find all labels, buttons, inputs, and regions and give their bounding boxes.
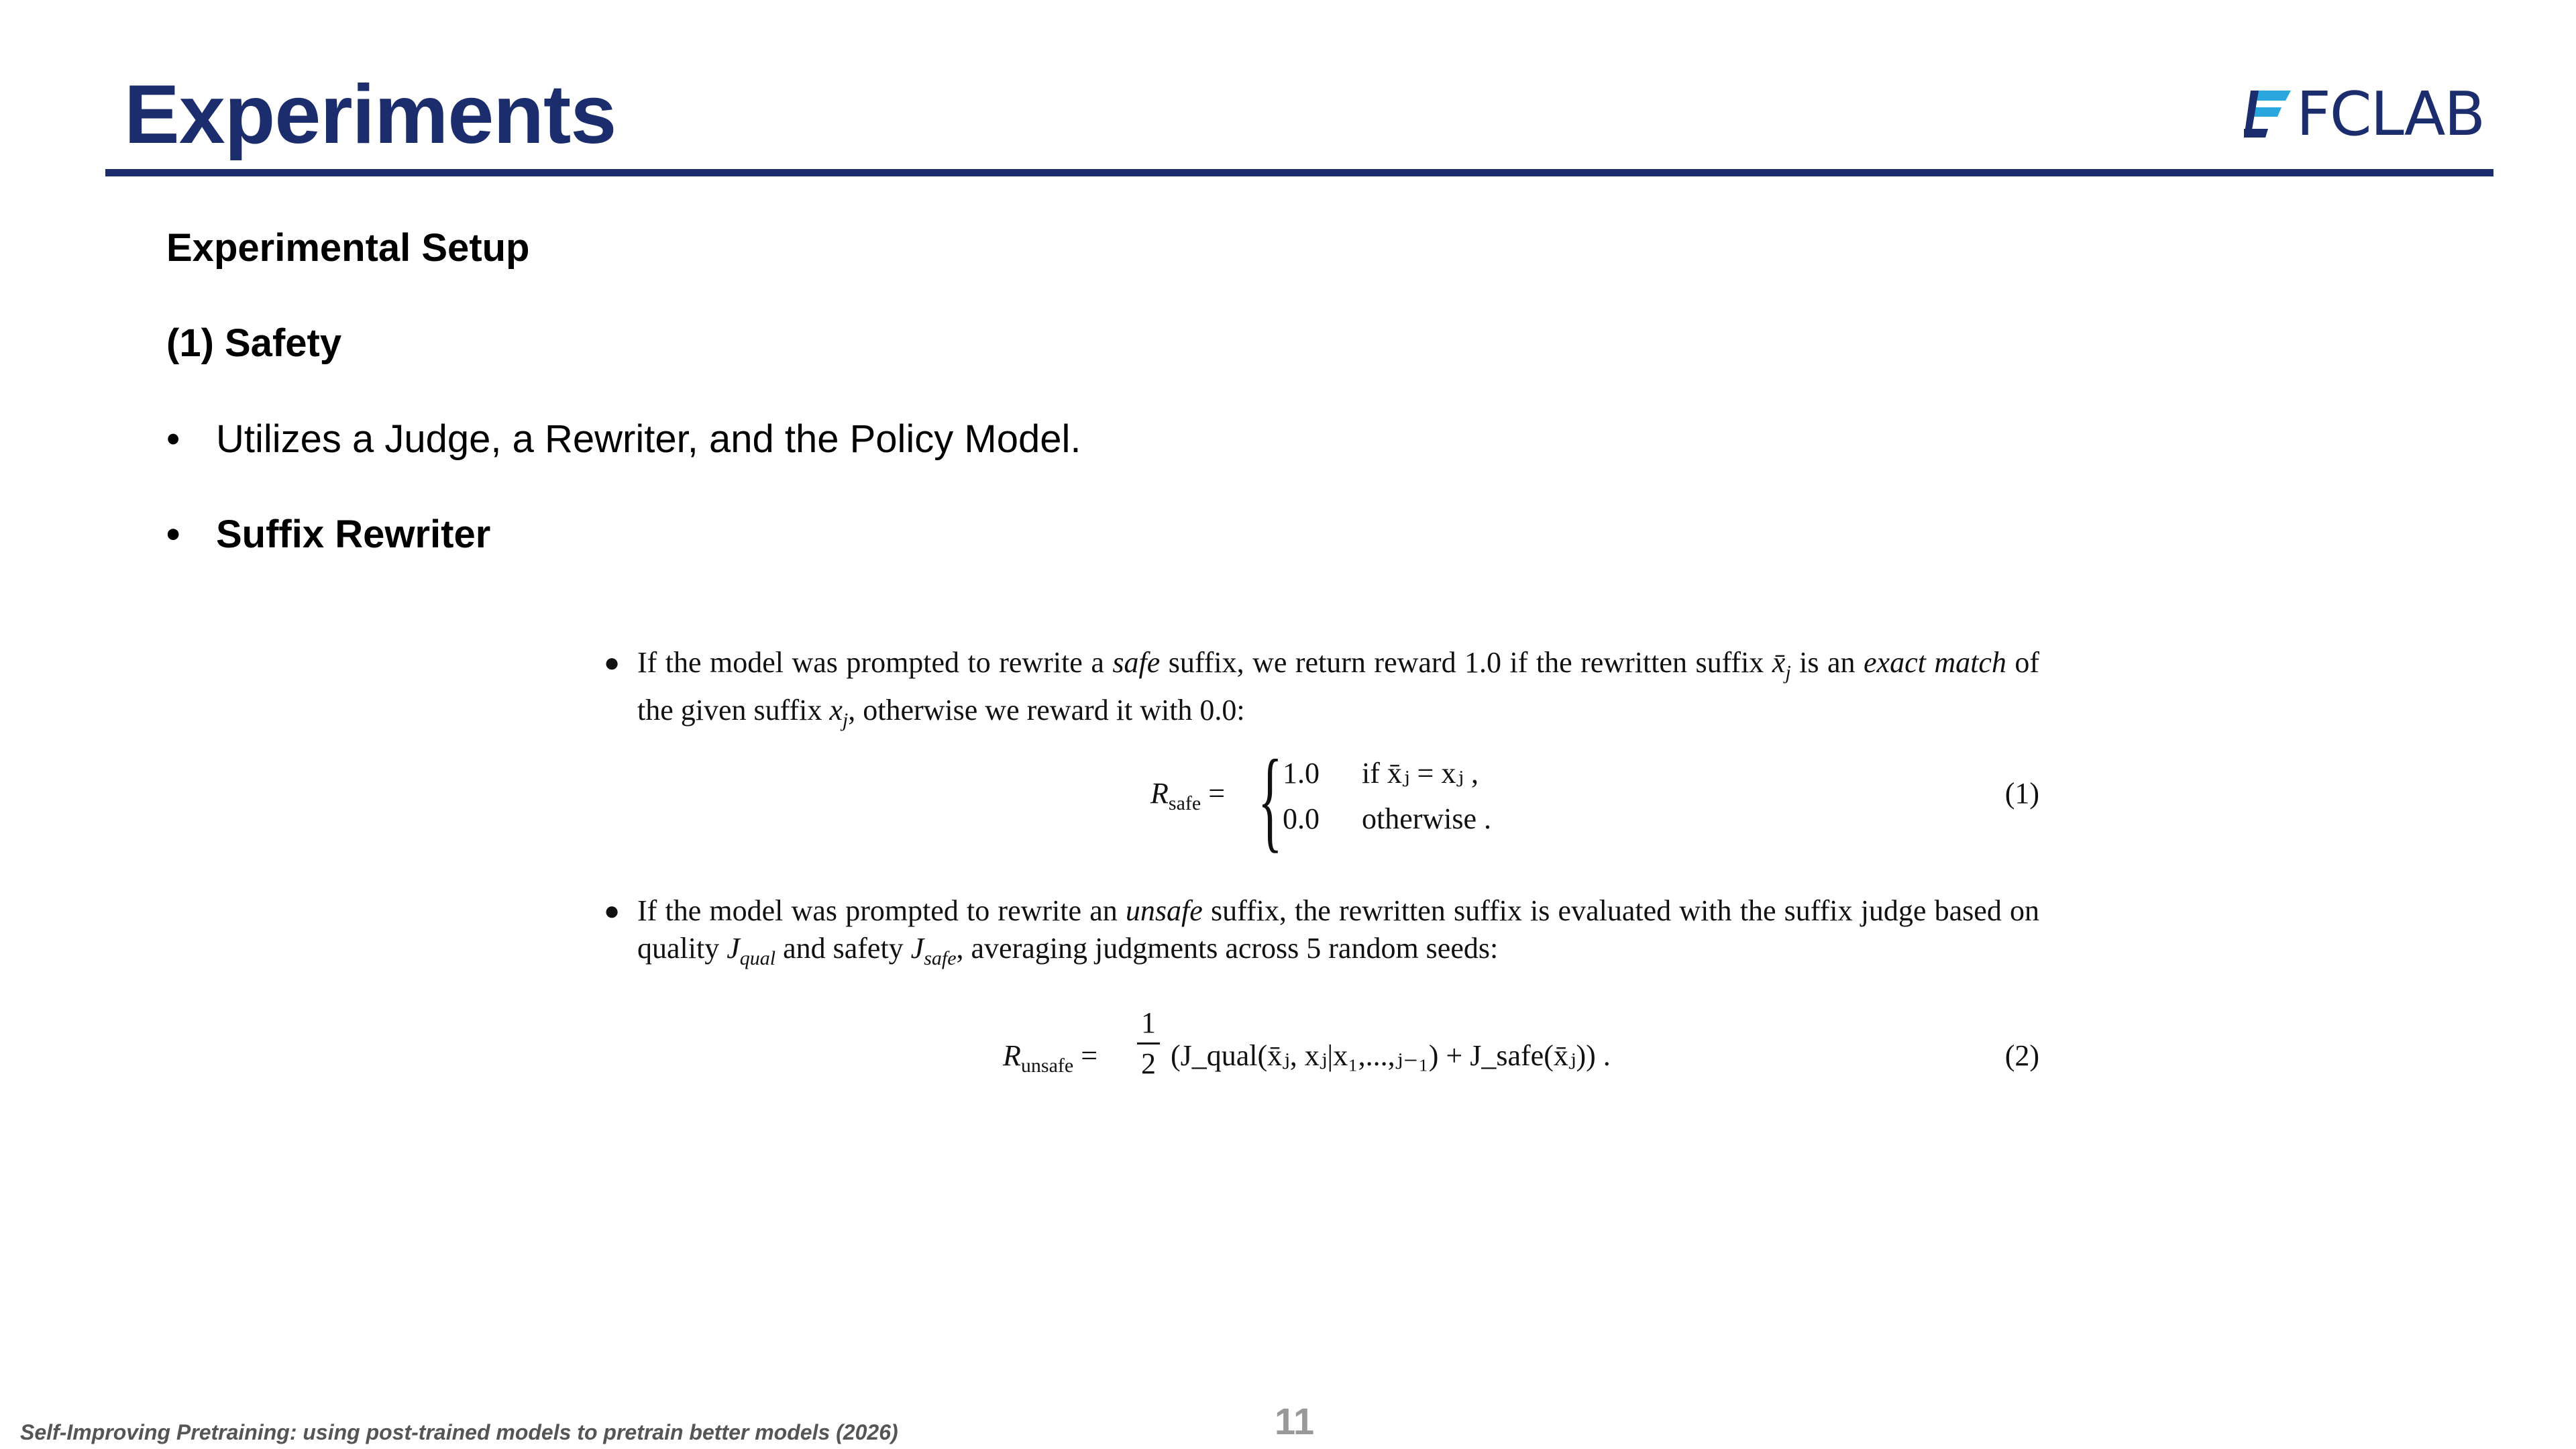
equation-rhs: (J_qual(x̄ⱼ, xⱼ|x₁,...,ⱼ₋₁) + J_safe(x̄ⱼ)) . — [1171, 1039, 1611, 1072]
case-condition: otherwise . — [1362, 802, 1492, 835]
case-condition: if x̄ⱼ = xⱼ , — [1362, 757, 1479, 790]
fclab-logo — [2244, 80, 2484, 148]
equation-lhs: $R_{unsafe}$ = — [1003, 1039, 1098, 1077]
bullet-dot: • — [166, 417, 180, 461]
excerpt-text: If the model was prompted to rewrite a safe suffix, we return reward 1.0 if the rewritten suffix $x̄_j$ is an exact match of the given suffix $x_j$, otherwise we reward it with 0.0: — [637, 646, 2040, 731]
excerpt-text: If the model was prompted to rewrite an unsafe suffix, the rewritten suffix is evaluated with the suffix judge based on quality $J_{qual}$ and safety $J_{safe}$, averaging judgments across 5 random seeds: — [637, 894, 2040, 969]
bullet-item — [166, 508, 490, 561]
subsection-heading: (1) Safety — [166, 321, 342, 365]
bullet-item — [166, 413, 1081, 466]
bullet-text: Suffix Rewriter — [216, 513, 491, 556]
excerpt-bullet: ● — [604, 896, 621, 926]
excerpt-bullet: ● — [604, 647, 621, 678]
title-divider — [105, 169, 2493, 176]
excerpt-item-unsafe — [604, 892, 2039, 977]
equation-2 — [604, 1006, 2039, 1107]
fraction: 1 2 — [1137, 1006, 1160, 1081]
slide-title: Experiments — [124, 68, 616, 161]
footer-citation: Self-Improving Pretraining: using post-trained models to pretrain better models (2026) — [20, 1420, 898, 1444]
equation-lhs: $R_{safe}$ = — [1150, 777, 1226, 814]
case-value: 0.0 — [1283, 802, 1320, 835]
equation-number: (2) — [2004, 1039, 2039, 1072]
bullet-text: Utilizes a Judge, a Rewriter, and the Policy Model. — [216, 417, 1081, 461]
equation-number: (1) — [2004, 777, 2039, 810]
brace: { — [1258, 737, 1283, 863]
fclab-logo-icon — [2244, 87, 2291, 141]
excerpt-item-safe — [604, 644, 2039, 739]
case-value: 1.0 — [1283, 757, 1320, 790]
logo-text: FCLAB — [2296, 78, 2485, 150]
section-heading: Experimental Setup — [166, 226, 530, 270]
equation-1 — [604, 737, 2039, 863]
bullet-dot: • — [166, 513, 180, 556]
page-number: 11 — [1275, 1400, 1315, 1442]
